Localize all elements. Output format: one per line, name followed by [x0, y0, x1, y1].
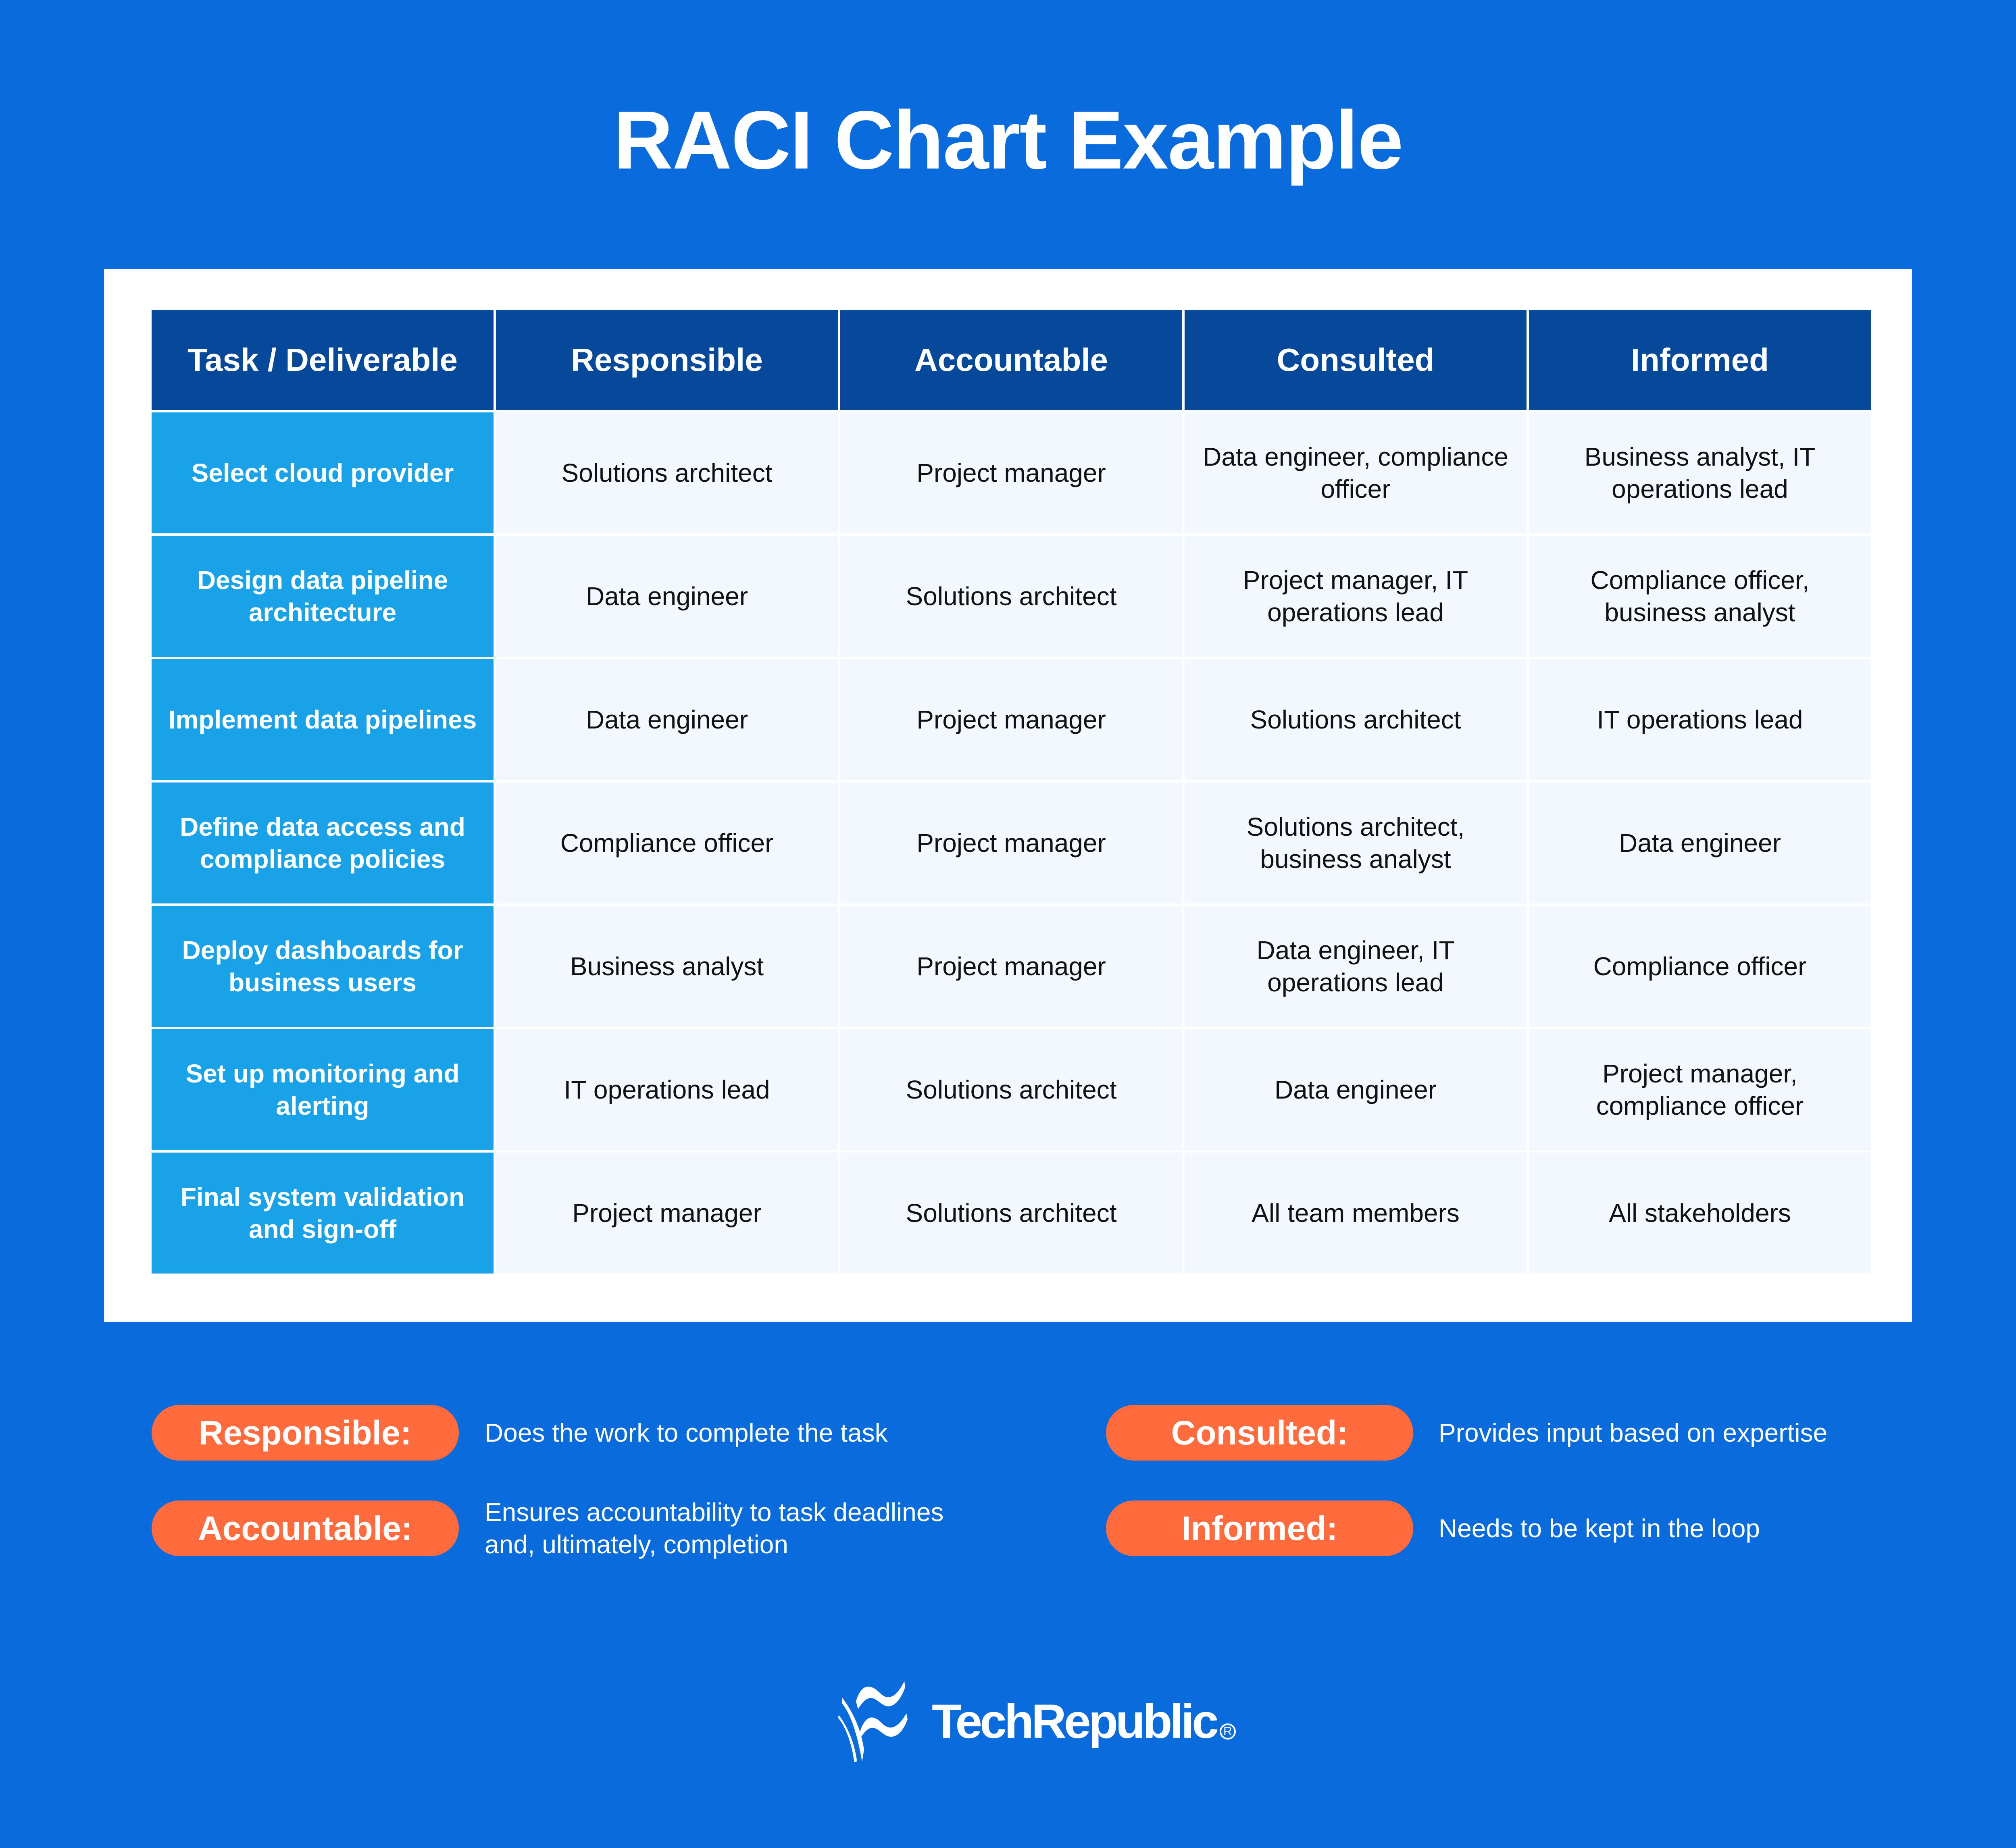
legend-desc-informed: Needs to be kept in the loop — [1439, 1514, 1760, 1543]
cell-responsible: IT operations lead — [496, 1029, 838, 1150]
cell-consulted: Solutions architect, business analyst — [1185, 782, 1527, 903]
header-informed: Informed — [1529, 310, 1871, 410]
cell-task: Design data pipeline architecture — [152, 536, 494, 657]
cell-accountable: Solutions architect — [840, 1153, 1182, 1274]
cell-task: Final system validation and sign-off — [152, 1153, 494, 1274]
table-header-row — [152, 310, 1871, 410]
header-accountable: Accountable — [840, 310, 1182, 410]
legend-pill-responsible: Responsible: — [152, 1405, 459, 1461]
legend-desc-accountable: Ensures accountability to task deadlines and, ultimately, completion — [485, 1498, 944, 1559]
cell-responsible: Project manager — [496, 1153, 838, 1274]
cell-consulted: Solutions architect — [1185, 659, 1527, 780]
cell-task: Set up monitoring and alerting — [152, 1029, 494, 1150]
cell-responsible: Business analyst — [496, 906, 838, 1027]
techrepublic-logo — [836, 1681, 1236, 1762]
cell-informed: Compliance officer — [1529, 906, 1871, 1027]
raci-table — [149, 308, 1873, 1276]
cell-task: Deploy dashboards for business users — [152, 906, 494, 1027]
header-consulted: Consulted — [1185, 310, 1527, 410]
logo-text: TechRepublic — [932, 1694, 1216, 1748]
cell-consulted: Data engineer, compliance officer — [1185, 412, 1527, 533]
cell-responsible: Data engineer — [496, 536, 838, 657]
page-title: RACI Chart Example — [613, 94, 1403, 186]
flag-wave-icon — [836, 1681, 921, 1762]
cell-responsible: Compliance officer — [496, 782, 838, 903]
table-row — [152, 782, 1871, 903]
legend-pill-consulted: Consulted: — [1106, 1405, 1413, 1461]
header-task: Task / Deliverable — [152, 310, 494, 410]
cell-task: Define data access and compliance policies — [152, 782, 494, 903]
table-row — [152, 1029, 1871, 1150]
cell-informed: All stakeholders — [1529, 1153, 1871, 1274]
table-row — [152, 536, 1871, 657]
legend-pill-accountable: Accountable: — [152, 1500, 459, 1556]
registered-mark: R — [1220, 1723, 1236, 1740]
table-row — [152, 906, 1871, 1027]
cell-consulted: All team members — [1185, 1153, 1527, 1274]
cell-informed: Compliance officer, business analyst — [1529, 536, 1871, 657]
legend-desc-responsible: Does the work to complete the task — [485, 1418, 888, 1447]
cell-responsible: Solutions architect — [496, 412, 838, 533]
cell-accountable: Solutions architect — [840, 536, 1182, 657]
legend-desc-consulted: Provides input based on expertise — [1439, 1418, 1828, 1447]
cell-task: Implement data pipelines — [152, 659, 494, 780]
legend-pill-informed: Informed: — [1106, 1500, 1413, 1556]
cell-informed: Data engineer — [1529, 782, 1871, 903]
table-row — [152, 1153, 1871, 1274]
cell-consulted: Data engineer, IT operations lead — [1185, 906, 1527, 1027]
cell-accountable: Project manager — [840, 412, 1182, 533]
cell-informed: Business analyst, IT operations lead — [1529, 412, 1871, 533]
cell-consulted: Project manager, IT operations lead — [1185, 536, 1527, 657]
cell-informed: Project manager, compliance officer — [1529, 1029, 1871, 1150]
cell-responsible: Data engineer — [496, 659, 838, 780]
raci-table-panel — [104, 269, 1912, 1322]
cell-accountable: Project manager — [840, 906, 1182, 1027]
header-responsible: Responsible — [496, 310, 838, 410]
cell-accountable: Project manager — [840, 659, 1182, 780]
cell-accountable: Solutions architect — [840, 1029, 1182, 1150]
cell-consulted: Data engineer — [1185, 1029, 1527, 1150]
cell-informed: IT operations lead — [1529, 659, 1871, 780]
table-row — [152, 659, 1871, 780]
cell-accountable: Project manager — [840, 782, 1182, 903]
table-row — [152, 412, 1871, 533]
cell-task: Select cloud provider — [152, 412, 494, 533]
